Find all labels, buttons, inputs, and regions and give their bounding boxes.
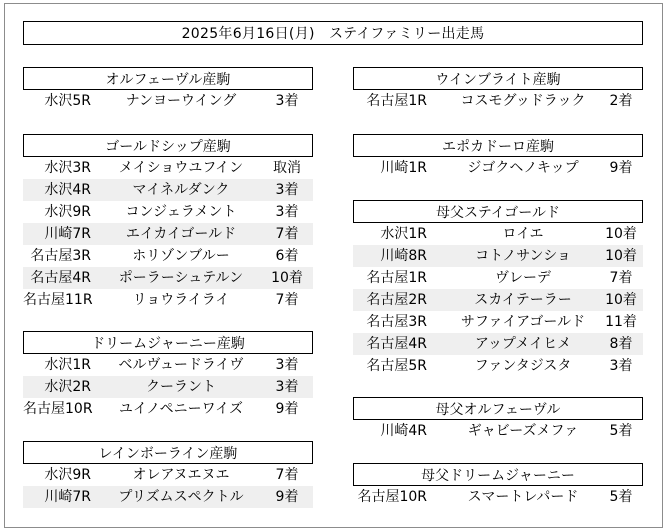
entry-row <box>23 179 313 201</box>
result: 8着 <box>609 336 633 352</box>
race-label: 名古屋2R <box>366 292 427 308</box>
race-label: 水沢1R <box>380 226 427 242</box>
entry-row <box>23 464 313 486</box>
result: 7着 <box>275 292 299 308</box>
horse-name: ナンヨーウイング <box>125 93 237 109</box>
result: 9着 <box>275 401 299 417</box>
horse-name: メイショウユフイン <box>118 160 244 176</box>
result: 10着 <box>605 248 637 264</box>
horse-name: スカイテーラー <box>474 292 572 308</box>
result: 3着 <box>275 357 299 373</box>
entry-row <box>353 333 643 355</box>
entry-row <box>23 245 313 267</box>
horse-name: ジゴクヘノキップ <box>467 160 579 176</box>
entry-row <box>353 486 643 508</box>
section-heading: 母父ステイゴールド <box>353 200 643 223</box>
result: 9着 <box>609 160 633 176</box>
entry-row <box>23 376 313 398</box>
section-heading: オルフェーヴル産駒 <box>23 67 313 90</box>
entry-row <box>23 398 313 420</box>
entry-row <box>353 289 643 311</box>
result: 6着 <box>275 248 299 264</box>
section-2 <box>23 134 313 311</box>
result: 2着 <box>609 93 633 109</box>
horse-name: アップメイヒメ <box>474 336 572 352</box>
race-label: 名古屋11R <box>23 292 93 308</box>
race-label: 水沢2R <box>44 379 91 395</box>
entry-row <box>353 420 643 442</box>
section-heading: エポカドーロ産駒 <box>353 134 643 157</box>
race-label: 名古屋5R <box>366 358 427 374</box>
race-label: 名古屋1R <box>366 270 427 286</box>
race-label: 水沢9R <box>44 467 91 483</box>
entry-row <box>23 201 313 223</box>
horse-name: ギャビーズメファ <box>467 423 579 439</box>
horse-name: ファンタジスタ <box>474 358 572 374</box>
result: 3着 <box>609 358 633 374</box>
section-9 <box>353 463 643 508</box>
entry-row <box>353 245 643 267</box>
horse-name: サファイアゴールド <box>460 314 586 330</box>
section-6 <box>353 134 643 179</box>
horse-name: プリズムスペクトル <box>118 489 244 505</box>
horse-name: コンジェラメント <box>125 204 237 220</box>
section-heading: 母父オルフェーヴル <box>353 397 643 420</box>
result: 7着 <box>275 467 299 483</box>
entry-row <box>353 311 643 333</box>
horse-name: リョウライライ <box>132 292 230 308</box>
result: 10着 <box>271 270 303 286</box>
horse-name: ベルヴュードライヴ <box>118 357 244 373</box>
entry-row <box>23 267 313 289</box>
result: 取消 <box>273 160 301 176</box>
horse-name: ロイエ <box>502 226 544 242</box>
result: 3着 <box>275 93 299 109</box>
horse-name: ヴレーデ <box>495 270 551 286</box>
race-label: 名古屋1R <box>366 93 427 109</box>
race-label: 名古屋3R <box>366 314 427 330</box>
result: 5着 <box>609 489 633 505</box>
page-title: 2025年6月16日(月) ステイファミリー出走馬 <box>23 21 643 45</box>
section-7 <box>353 200 643 377</box>
race-label: 水沢3R <box>44 160 91 176</box>
result: 3着 <box>275 379 299 395</box>
entry-row <box>353 90 643 112</box>
section-heading: ウインブライト産駒 <box>353 67 643 90</box>
race-label: 名古屋10R <box>357 489 427 505</box>
entry-row <box>23 90 313 112</box>
section-8 <box>353 397 643 442</box>
horse-name: コトノサンショ <box>475 248 571 264</box>
section-4 <box>23 441 313 508</box>
result: 10着 <box>605 226 637 242</box>
section-5 <box>353 67 643 112</box>
horse-name: クーラント <box>146 379 216 395</box>
race-label: 川崎7R <box>44 226 91 242</box>
entry-row <box>353 223 643 245</box>
race-label: 名古屋4R <box>30 270 91 286</box>
section-3 <box>23 331 313 420</box>
result: 5着 <box>609 423 633 439</box>
race-label: 水沢9R <box>44 204 91 220</box>
entry-row <box>23 223 313 245</box>
race-label: 川崎1R <box>380 160 427 176</box>
result: 10着 <box>605 292 637 308</box>
race-label: 水沢5R <box>44 93 91 109</box>
horse-name: コスモグッドラック <box>460 93 586 109</box>
race-label: 川崎8R <box>380 248 427 264</box>
race-label: 名古屋3R <box>30 248 91 264</box>
section-heading: ドリームジャーニー産駒 <box>23 331 313 354</box>
entry-row <box>353 157 643 179</box>
horse-name: エイカイゴールド <box>125 226 237 242</box>
section-heading: レインボーライン産駒 <box>23 441 313 464</box>
race-label: 水沢1R <box>44 357 91 373</box>
horse-name: ポーラーシュテルン <box>118 270 244 286</box>
entry-row <box>353 355 643 377</box>
horse-name: ユイノペニーワイズ <box>118 401 244 417</box>
horse-name: オレアヌエヌエ <box>132 467 230 483</box>
result: 3着 <box>275 204 299 220</box>
race-label: 川崎4R <box>380 423 427 439</box>
race-label: 名古屋10R <box>23 401 93 417</box>
result: 9着 <box>275 489 299 505</box>
result: 7着 <box>609 270 633 286</box>
entry-row <box>353 267 643 289</box>
result: 3着 <box>275 182 299 198</box>
section-1 <box>23 67 313 112</box>
entry-row <box>23 157 313 179</box>
race-label: 川崎7R <box>44 489 91 505</box>
horse-name: スマートレパード <box>467 489 579 505</box>
race-label: 名古屋4R <box>366 336 427 352</box>
entry-row <box>23 486 313 508</box>
result: 11着 <box>605 314 637 330</box>
section-heading: 母父ドリームジャーニー <box>353 463 643 486</box>
result: 7着 <box>275 226 299 242</box>
section-heading: ゴールドシップ産駒 <box>23 134 313 157</box>
horse-name: ホリゾンブルー <box>132 248 230 264</box>
horse-name: マイネルダンク <box>132 182 230 198</box>
entry-row <box>23 289 313 311</box>
race-label: 水沢4R <box>44 182 91 198</box>
entry-row <box>23 354 313 376</box>
